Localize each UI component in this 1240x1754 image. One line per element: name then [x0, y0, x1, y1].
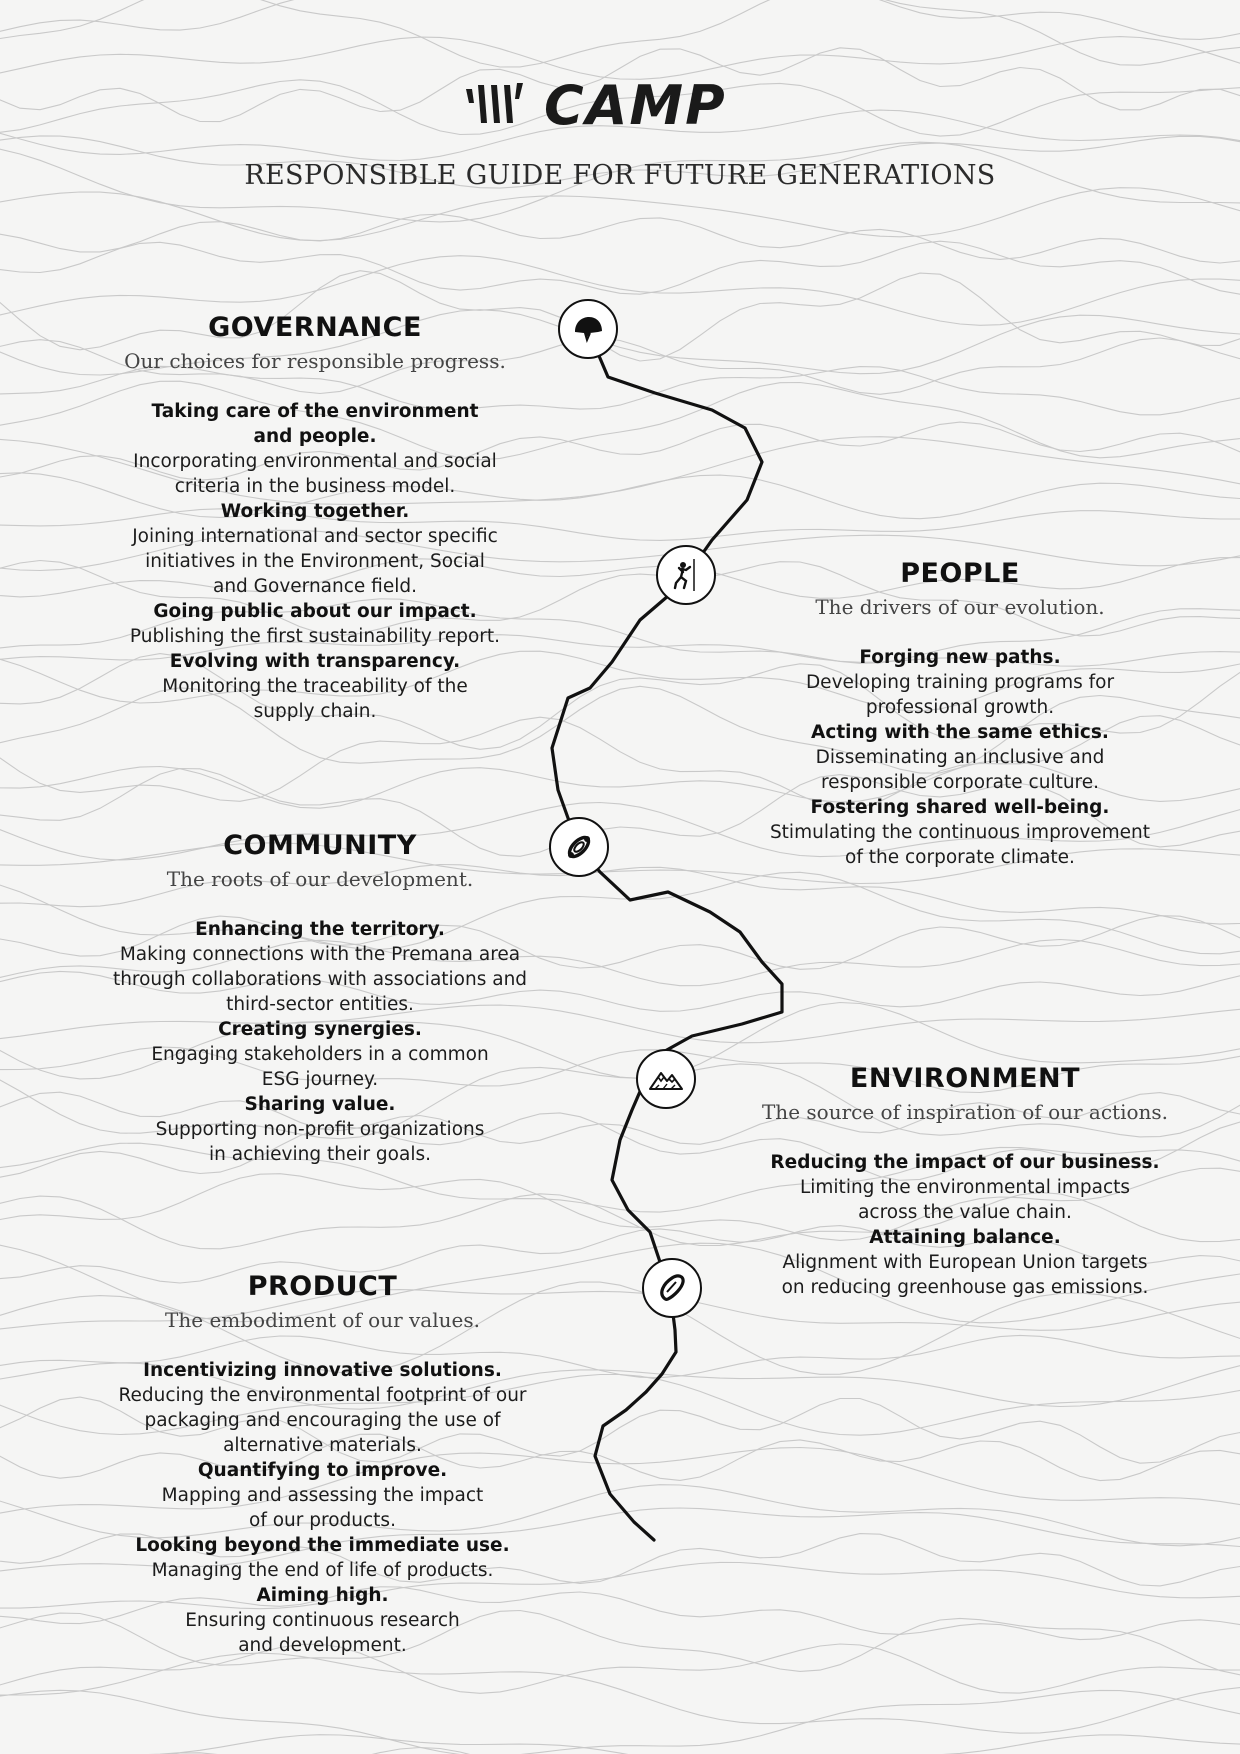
environment-node	[636, 1049, 696, 1109]
community-item	[95, 1092, 545, 1167]
environment-item	[760, 1225, 1170, 1300]
section-tagline: The drivers of our evolution.	[815, 595, 1105, 619]
product-node	[642, 1258, 702, 1318]
item-title: Fostering shared well-being.	[810, 797, 1110, 818]
section-title: GOVERNANCE	[208, 312, 422, 343]
mountain-icon	[648, 1061, 684, 1097]
section-title: PRODUCT	[247, 1271, 398, 1302]
item-text: Joining international and sector specific initiatives in the Environment, Social and Governance field.	[132, 526, 498, 597]
governance-item	[90, 499, 540, 599]
item-text: Publishing the first sustainability report.	[129, 626, 501, 647]
community-item	[95, 917, 545, 1017]
item-title: Forging new paths.	[859, 647, 1061, 668]
people-node	[656, 545, 716, 605]
item-text: Limiting the environmental impacts across the value chain.	[799, 1177, 1131, 1223]
logo-wordmark: CAMP	[544, 73, 727, 137]
item-text: Developing training programs for professional growth.	[805, 672, 1115, 718]
item-text: Reducing the environmental footprint of our packaging and encouraging the use of alternative materials.	[118, 1385, 527, 1456]
governance-item	[90, 399, 540, 499]
item-title: Creating synergies.	[218, 1019, 422, 1040]
item-title: Going public about our impact.	[153, 601, 477, 622]
community-item	[95, 1017, 545, 1092]
item-title: Sharing value.	[244, 1094, 396, 1115]
governance-item	[90, 599, 540, 649]
section-product	[95, 1271, 550, 1658]
item-text: Managing the end of life of products.	[151, 1560, 494, 1581]
item-title: Looking beyond the immediate use.	[135, 1535, 510, 1556]
item-text: Disseminating an inclusive and responsible corporate culture.	[815, 747, 1105, 793]
helmet-icon	[570, 311, 606, 347]
item-text: Alignment with European Union targets on reducing greenhouse gas emissions.	[781, 1252, 1149, 1298]
product-item	[95, 1458, 550, 1533]
item-title: Acting with the same ethics.	[811, 722, 1109, 743]
page-subtitle: RESPONSIBLE GUIDE FOR FUTURE GENERATIONS	[244, 160, 996, 191]
section-people	[755, 558, 1165, 870]
item-text: Making connections with the Premana area through collaborations with associations and third-sector entities.	[112, 944, 528, 1015]
item-title: Taking care of the environment and people.	[151, 401, 479, 447]
item-text: Supporting non-profit organizations in achieving their goals.	[155, 1119, 485, 1165]
people-item	[755, 645, 1165, 720]
section-governance	[90, 312, 540, 724]
product-item	[95, 1533, 550, 1583]
item-text: Ensuring continuous research and development.	[185, 1610, 460, 1656]
governance-item	[90, 649, 540, 724]
item-title: Reducing the impact of our business.	[770, 1152, 1160, 1173]
item-title: Attaining balance.	[869, 1227, 1061, 1248]
camp-logo	[460, 70, 790, 140]
item-text: Engaging stakeholders in a common ESG journey.	[151, 1044, 489, 1090]
section-tagline: The source of inspiration of our actions.	[761, 1100, 1169, 1124]
item-text: Incorporating environmental and social criteria in the business model.	[133, 451, 497, 497]
section-community	[95, 830, 545, 1167]
item-title: Quantifying to improve.	[197, 1460, 448, 1481]
carabiner-icon	[654, 1270, 690, 1306]
section-tagline: The roots of our development.	[166, 867, 474, 891]
item-title: Aiming high.	[256, 1585, 389, 1606]
item-title: Enhancing the territory.	[195, 919, 445, 940]
governance-node	[558, 299, 618, 359]
section-tagline: The embodiment of our values.	[165, 1308, 480, 1332]
community-node	[549, 817, 609, 877]
product-item	[95, 1583, 550, 1658]
environment-item	[760, 1150, 1170, 1225]
rope-knot-icon	[561, 829, 597, 865]
product-item	[95, 1358, 550, 1458]
section-title: COMMUNITY	[223, 830, 417, 861]
section-tagline: Our choices for responsible progress.	[124, 349, 506, 373]
section-title: PEOPLE	[900, 558, 1020, 589]
camp-claw-mark-icon	[460, 75, 540, 135]
item-title: Evolving with transparency.	[169, 651, 461, 672]
section-title: ENVIRONMENT	[849, 1063, 1081, 1094]
section-environment	[760, 1063, 1170, 1300]
people-item	[755, 795, 1165, 870]
people-item	[755, 720, 1165, 795]
item-text: Mapping and assessing the impact of our products.	[161, 1485, 484, 1531]
climber-icon	[668, 557, 704, 593]
item-text: Monitoring the traceability of the supply chain.	[162, 676, 468, 722]
item-text: Stimulating the continuous improvement of the corporate climate.	[769, 822, 1151, 868]
item-title: Working together.	[220, 501, 410, 522]
item-title: Incentivizing innovative solutions.	[143, 1360, 502, 1381]
